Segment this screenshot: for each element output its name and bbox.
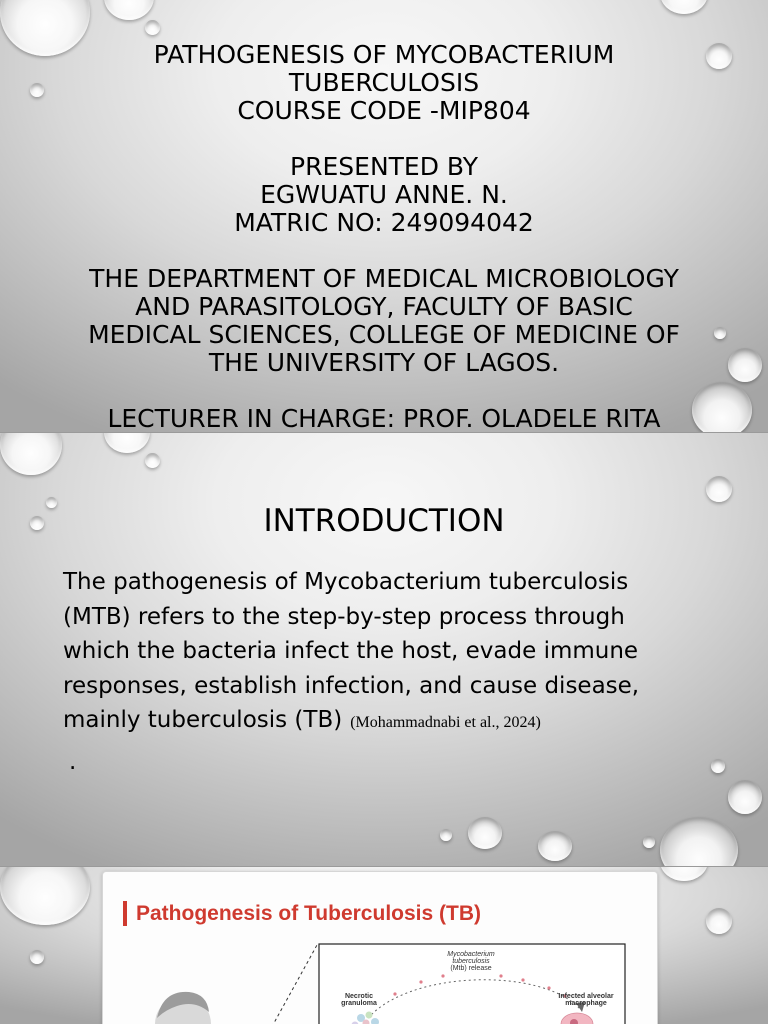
label-mtb-release: Mycobacterium	[447, 951, 495, 958]
water-droplet	[145, 453, 160, 468]
water-droplet	[468, 817, 502, 849]
label-infected-macrophage: Infected alveolar	[558, 993, 614, 1000]
department-line: THE DEPARTMENT OF MEDICAL MICROBIOLOGY	[89, 264, 679, 293]
paragraph-text: mainly tuberculosis (TB)	[63, 707, 343, 733]
title-slide-text	[0, 41, 768, 432]
slide-1-title-slide	[0, 0, 768, 432]
department-line: AND PARASITOLOGY, FACULTY OF BASIC	[135, 292, 633, 321]
water-droplet	[0, 867, 90, 925]
label-infected-macrophage: macrophage	[565, 1000, 607, 1007]
figure-title: Pathogenesis of Tuberculosis (TB)	[136, 902, 481, 925]
presentation-title	[0, 41, 768, 125]
course-code: COURSE CODE -MIP804	[237, 96, 531, 125]
paragraph-line: which the bacteria infect the host, evade immune	[63, 638, 639, 664]
water-droplet	[30, 950, 44, 964]
water-droplet	[104, 0, 154, 20]
lecturer-in-charge: LECTURER IN CHARGE: PROF. OLADELE RITA	[107, 404, 661, 432]
bacterium-dot	[499, 974, 502, 977]
water-droplet	[728, 780, 762, 814]
label-mtb-release: (Mtb) release	[450, 965, 492, 972]
water-droplet	[660, 867, 708, 881]
zoom-connector-line	[269, 945, 317, 1024]
water-droplet	[660, 0, 708, 14]
title-line: PATHOGENESIS OF MYCOBACTERIUM	[153, 40, 615, 69]
empty-bullet: .	[69, 749, 77, 775]
presented-by-label: PRESENTED BY	[290, 152, 478, 181]
water-droplet	[706, 908, 732, 934]
cell-dot	[366, 1012, 373, 1019]
label-necrotic-granuloma: granuloma	[341, 1000, 377, 1007]
title-line: TUBERCULOSIS	[288, 68, 480, 97]
slide-2-introduction	[0, 433, 768, 866]
presenter-name: EGWUATU ANNE. N.	[260, 180, 508, 209]
department-line: MEDICAL SCIENCES, COLLEGE OF MEDICINE OF	[88, 320, 680, 349]
paragraph-line: (MTB) refers to the step-by-step process through	[63, 603, 625, 630]
pathogenesis-diagram	[103, 872, 657, 1024]
matric-number: MATRIC NO: 249094042	[234, 208, 534, 237]
bacterium-dot	[393, 992, 396, 995]
slide-heading: INTRODUCTION	[263, 503, 505, 539]
paragraph-line-last	[63, 703, 639, 741]
water-droplet	[643, 836, 655, 848]
introduction-paragraph	[63, 565, 639, 741]
bacterium-dot	[441, 974, 444, 977]
citation: (Mohammadnabi et al., 2024)	[350, 714, 541, 731]
department-info	[0, 265, 768, 377]
water-droplet	[706, 476, 732, 502]
bacterium-dot	[521, 978, 524, 981]
paragraph-line: The pathogenesis of Mycobacterium tuberculosis	[63, 569, 629, 595]
water-droplet	[711, 759, 725, 773]
water-droplet	[538, 831, 572, 861]
water-droplet	[104, 433, 150, 453]
label-mtb-release: tuberculosis	[452, 958, 490, 965]
lecturer-info	[0, 405, 768, 432]
water-droplet	[0, 433, 62, 475]
label-necrotic-granuloma: Necrotic	[344, 993, 374, 1000]
water-droplet	[145, 20, 160, 35]
water-droplet	[660, 817, 738, 866]
paragraph-line: responses, establish infection, and cause disease,	[63, 672, 640, 699]
bacterium-dot	[547, 986, 550, 989]
slide-3-figure	[0, 867, 768, 1024]
water-droplet	[440, 829, 452, 841]
department-line: THE UNIVERSITY OF LAGOS.	[208, 348, 560, 377]
pathogenesis-figure-image	[102, 871, 658, 1024]
presenter-info	[0, 153, 768, 237]
bacterium-dot	[419, 980, 422, 983]
